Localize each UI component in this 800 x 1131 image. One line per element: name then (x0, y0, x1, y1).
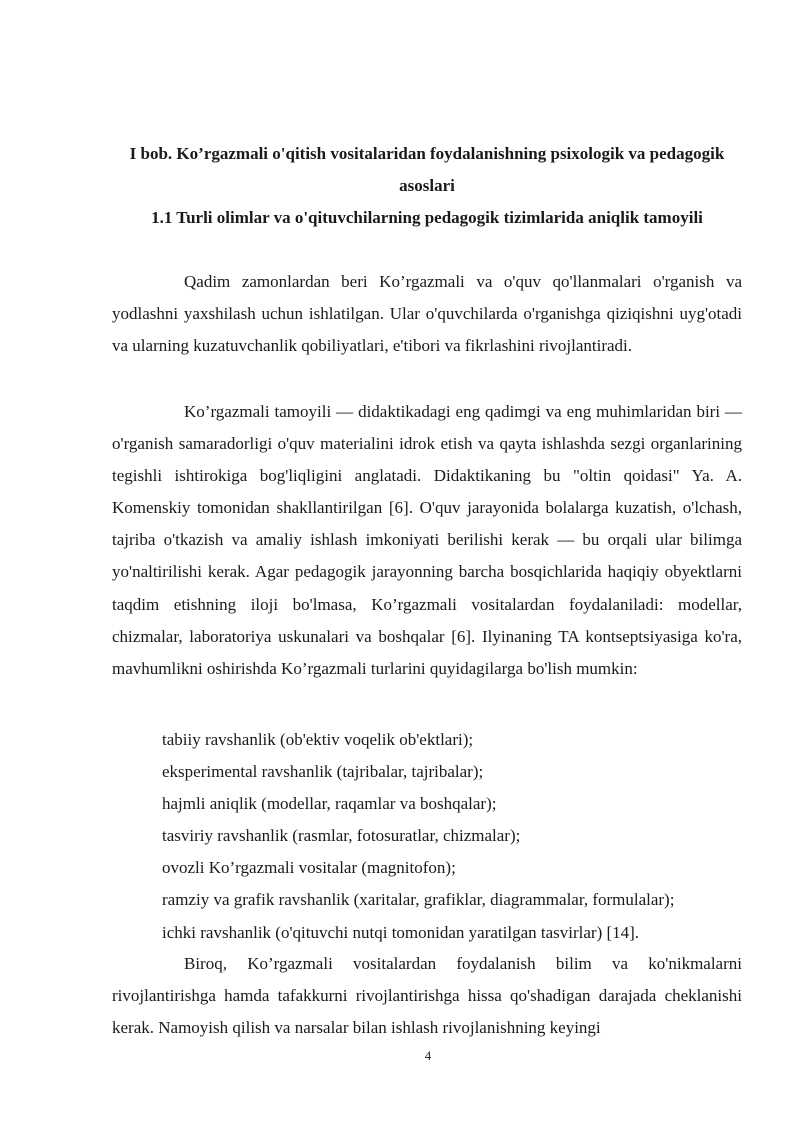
list-item: eksperimental ravshanlik (tajribalar, tajribalar); (162, 762, 484, 782)
section-heading: 1.1 Turli olimlar va o'qituvchilarning pedagogik tizimlarida aniqlik tamoyili (151, 208, 703, 227)
list-item: hajmli aniqlik (modellar, raqamlar va boshqalar); (162, 794, 497, 814)
list-item: ramziy va grafik ravshanlik (xaritalar, grafiklar, diagrammalar, formulalar); (162, 890, 675, 910)
list-item: tabiiy ravshanlik (ob'ektiv voqelik ob'ektlari); (162, 730, 474, 749)
list-item: tasviriy ravshanlik (rasmlar, fotosuratlar, chizmalar); (162, 826, 521, 846)
visual-aids-list (162, 724, 752, 949)
list-item: ichki ravshanlik (o'qituvchi nutqi tomonidan yaratilgan tasvirlar) [14]. (162, 922, 640, 942)
paragraph-intro: Qadim zamonlardan beri Ko’rgazmali va o'quv qo'llanmalari o'rganish va yodlashni yaxshilash uchun ishlatilgan. Ular o'quvchilarda o'rganishga qiziqishni uyg'otadi va ularning kuzatuvchanlik qobiliyatlari, e'tibori va fikrlashini rivojlantiradi. (112, 272, 742, 356)
page-number: 4 (424, 1048, 432, 1063)
paragraph-principle: Ko’rgazmali tamoyili — didaktikadagi eng qadimgi va eng muhimlaridan biri — o'rganish samaradorligi o'quv materialini idrok etish va qayta ishlashda sezgi organlarining tegishli ishtirokiga bog'liqligini anglatadi. Didaktikaning bu "oltin qoidasi" Ya. A. Komenskiy tomonidan shakllantirilgan [6]. O'quv jarayonida bolalarga kuzatish, o'lchash, tajriba o'tkazish va amaliy ishlash imkoniyati berilishi kerak — bu orqali ular bilimga yo'naltirilishi kerak. Agar pedagogik jarayonning barcha bosqichlarida haqiqiy obyektlarni taqdim etishning iloji bo'lmasa, Ko’rgazmali vositalardan foydalaniladi: modellar, chizmalar, laboratoriya uskunalari va boshqalar [6]. Ilyinaning TA kontseptsiyasiga ko'ra, mavhumlikni oshirishda Ko’rgazmali turlarini quyidagilarga bo'lish mumkin: (112, 402, 742, 678)
chapter-heading: I bob. Ko’rgazmali o'qitish vositalaridan foydalanishning psixologik va pedagogik asoslari (129, 144, 725, 195)
list-item: ovozli Ko’rgazmali vositalar (magnitofon); (162, 858, 456, 878)
paragraph-limitations: Biroq, Ko’rgazmali vositalardan foydalanish bilim va ko'nikmalarni rivojlantirishga hamda tafakkurni rivojlantirishga hissa qo'shadigan darajada cheklanishi kerak. Namoyish qilish va narsalar bilan ishlash rivojlanishning keyingi (112, 954, 742, 1038)
